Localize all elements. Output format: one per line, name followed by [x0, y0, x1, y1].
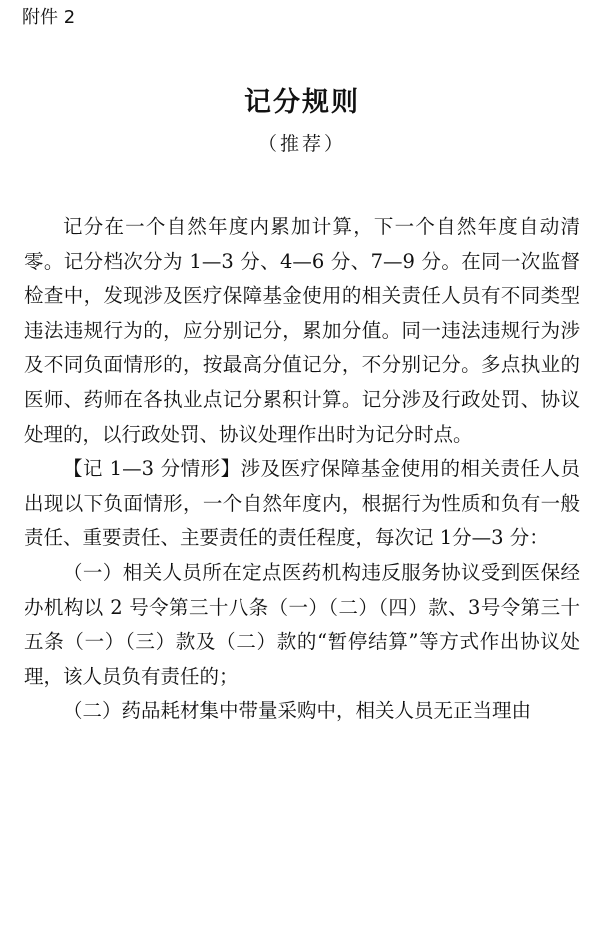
paragraph-item-2: （二）药品耗材集中带量采购中，相关人员无正当理由: [63, 699, 532, 723]
paragraph-scoring-overview: 记分在一个自然年度内累加计算，下一个自然年度自动清零。记分档次分为 1—3 分、4—6 分、7—9 分。在同一次监督检查中，发现涉及医疗保障基金使用的相关责任人员有不同类型违法违规行为的，应分别记分，累加分值。同一违法违规行为涉及不同负面情形的，按最高分值记分，不分别记分。多点执业的医师、药师在各执业点记分累积计算。记分涉及行政处罚、协议处理的，以行政处罚、协议处理作出时为记分时点。: [24, 215, 580, 446]
attachment-label: 附件 2: [22, 7, 76, 28]
paragraph-1-3-points-case: 【记 1—3 分情形】涉及医疗保障基金使用的相关责任人员出现以下负面情形，一个自然年度内，根据行为性质和负有一般责任、重要责任、主要责任的责任程度，每次记 1分—3 分：: [24, 457, 580, 550]
paragraph-item-1: （一）相关人员所在定点医药机构违反服务协议受到医保经办机构以 2 号令第三十八条（一）（二）（四）款、3号令第三十五条（一）（三）款及（二）款的“暂停结算”等方式作出协议处理，该人员负有责任的；: [24, 560, 580, 688]
document-title: 记分规则: [244, 87, 360, 118]
document-body: [24, 210, 580, 729]
document-subtitle: （推荐）: [257, 133, 346, 155]
